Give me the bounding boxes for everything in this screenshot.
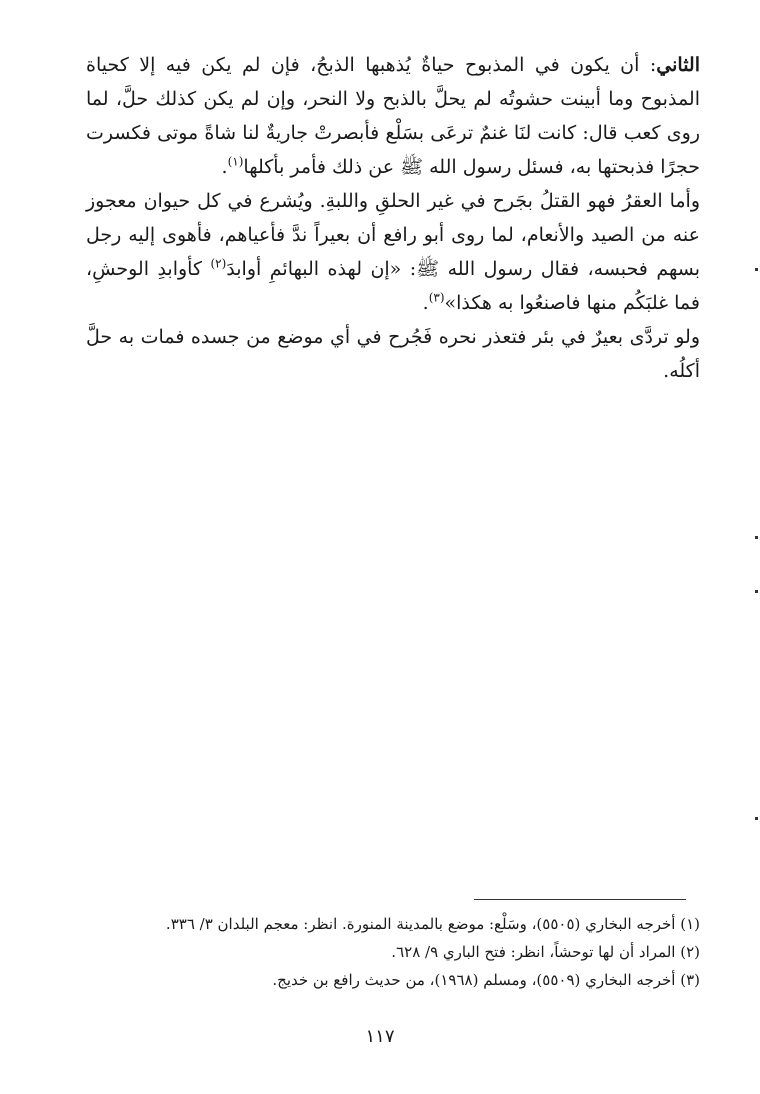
footnote-3: (٣) أخرجه البخاري (٥٥٠٩)، ومسلم (١٩٦٨)، من حديث رافع بن خديج. <box>272 971 700 989</box>
paragraph-2 <box>86 184 700 320</box>
edge-mark <box>755 536 758 539</box>
paragraph-end: . <box>422 292 429 314</box>
paragraph-text: وأما العقرُ فهو القتلُ بجَرح في غير الحلقِ واللبةِ. ويُشرع في كل حيوان معجوز عنه من الصيد والأنعام، لما روى أبو رافع أن بعيراً ندَّ فأعياهم، فأهوى إليه رجل بسهم فحبسه، فقال رسول الله ﷺ: «إن لهذه البهائمِ أوابدَ <box>86 190 700 280</box>
footnote-ref[interactable]: (٢) <box>210 256 227 271</box>
footnote-1: (١) أخرجه البخاري (٥٥٠٥)، وسَلْع: موضع بالمدينة المنورة. انظر: معجم البلدان ٣/ ٣٣٦. <box>165 915 700 933</box>
edge-mark <box>755 590 758 593</box>
paragraph-end: . <box>221 156 228 178</box>
footnote-ref[interactable]: (٣) <box>428 290 445 305</box>
main-text <box>86 48 700 388</box>
footnote-2: (٢) المراد أن لها توحشاً، انظر: فتح الباري ٩/ ٦٢٨. <box>391 943 700 961</box>
paragraph-1 <box>86 48 700 184</box>
edge-mark <box>755 268 758 271</box>
footnote-ref[interactable]: (١) <box>227 154 244 169</box>
edge-mark <box>755 817 758 820</box>
footnote-divider <box>474 899 686 900</box>
paragraph-text: ولو تردَّى بعيرٌ في بئر فتعذر نحره فَجُرح في أي موضع من جسده فمات به حلَّ أكلُه. <box>86 326 700 382</box>
paragraph-3 <box>86 320 700 388</box>
paragraph-text-continued: كأوابدِ الوحشِ، فما غلبَكُم منها فاصنعُوا به هكذا» <box>86 258 700 314</box>
paragraph-text: : أن يكون في المذبوح حياةٌ يُذهبها الذبحُ، فإن لم يكن فيه إلا كحياة المذبوح وما أبينت حشوتُه لم يحلَّ بالذبح ولا النحر، وإن لم يكن كذلك حلَّ، لما روى كعب قال: كانت لنَا غنمٌ ترعَى بسَلْع فأبصرتْ جاريةٌ لنا شاةً موتى فكسرت حجرًا فذبحتها به، فسئل رسول الله ﷺ عن ذلك فأمر بأكلها <box>86 54 700 178</box>
footnotes <box>90 910 700 994</box>
page-number: ١١٧ <box>365 1026 395 1047</box>
paragraph-lead: الثاني <box>656 54 700 76</box>
